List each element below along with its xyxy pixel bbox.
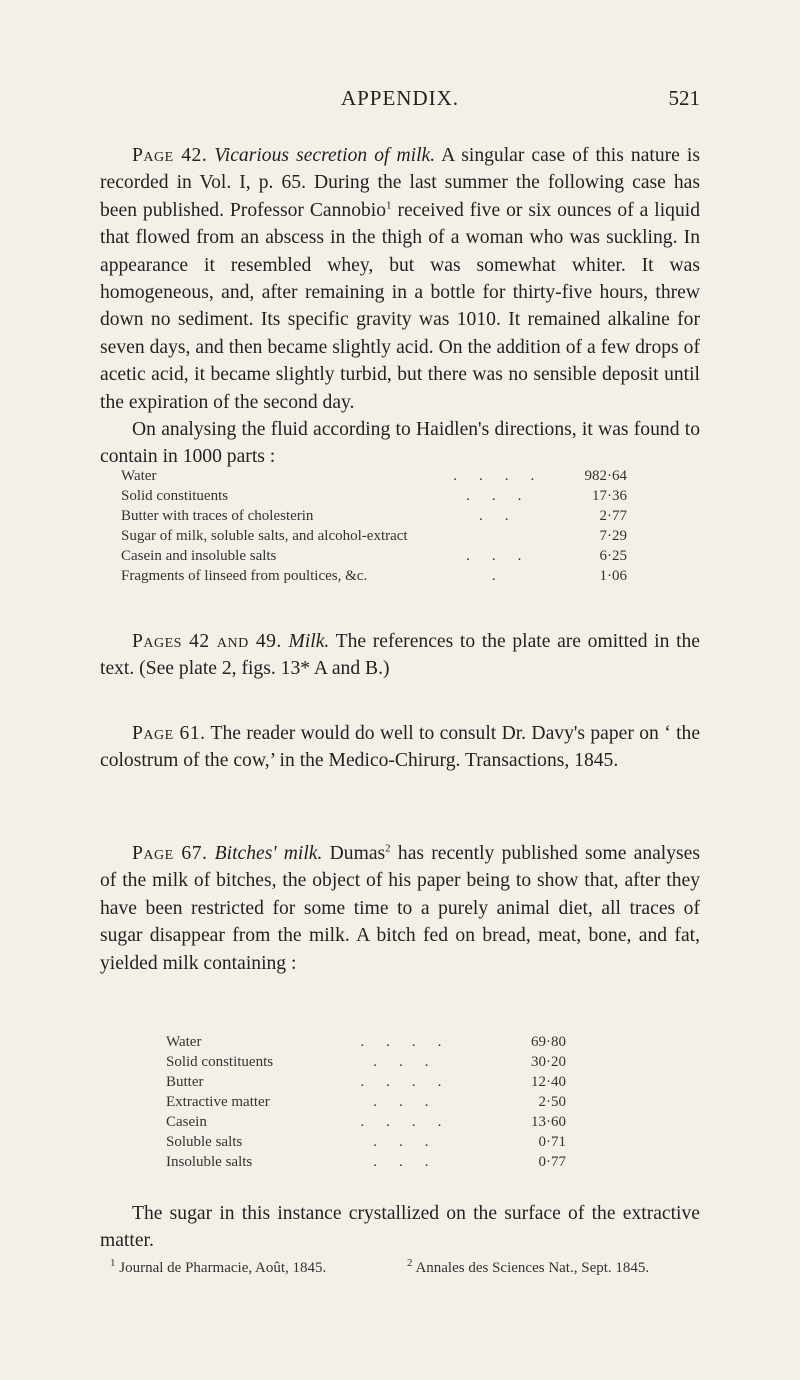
footnote-number: 2 xyxy=(407,1257,413,1269)
bitches-milk-paragraph xyxy=(100,840,700,977)
row-value: 2·77 xyxy=(599,507,627,524)
paragraph-lead: Pages 42 and 49. xyxy=(132,631,282,652)
row-label: Water xyxy=(121,467,157,484)
paragraph-title: Vicarious secretion of milk. xyxy=(214,145,436,166)
row-label: Butter xyxy=(166,1073,204,1090)
row-label: Soluble salts xyxy=(166,1133,243,1150)
row-label: Solid constituents xyxy=(121,487,229,504)
table-row xyxy=(166,1112,566,1132)
paragraph-lead: Page 67. xyxy=(132,843,208,864)
leader-dots: .... xyxy=(360,1073,464,1090)
leader-dots: ... xyxy=(373,1053,451,1070)
leader-dots: .... xyxy=(453,467,557,484)
table-row xyxy=(121,486,627,506)
paragraph-lead: Page 61. xyxy=(132,723,206,744)
footnote-text: Journal de Pharmacie, Août, 1845. xyxy=(119,1260,327,1276)
row-label: Sugar of milk, soluble salts, and alcohol-extract xyxy=(121,527,408,544)
leader-dots: .. xyxy=(479,507,531,524)
paragraph-text: A singular case of this nature is recorded in Vol. I, p. 65. During the last summer the following case has been published. Professor Cannobio xyxy=(100,145,700,221)
leader-dots: ... xyxy=(373,1133,451,1150)
analysis-table-2 xyxy=(166,1032,566,1172)
paragraph-text-cont: has recently published some analyses of the milk of bitches, the object of his paper being to show that, after they have been restricted for some time to a purely animal diet, all traces of sugar disappear from the milk. A bitch fed on bread, meat, bone, and fat, yielded milk containing : xyxy=(100,843,700,974)
paragraph-title: Bitches' milk. xyxy=(214,843,323,864)
table-row xyxy=(166,1072,566,1092)
row-value: 13·60 xyxy=(531,1113,566,1130)
leader-dots: ... xyxy=(373,1153,451,1170)
row-value: 7·29 xyxy=(599,527,627,544)
table-row xyxy=(121,506,627,526)
table-row xyxy=(166,1032,566,1052)
row-value: 69·80 xyxy=(531,1033,566,1050)
leader-dots: ... xyxy=(466,487,544,504)
paragraph-sugar-note xyxy=(100,1200,700,1255)
analysis-table-1 xyxy=(121,466,627,586)
footnote-ref: 2 xyxy=(385,842,391,855)
paragraph-page-61 xyxy=(100,720,700,775)
table-row xyxy=(121,526,627,546)
paragraph-text-cont: received five or six ounces of a liquid that flowed from an abscess in the thigh of a woman who was suckling. In appearance it resembled whey, but was somewhat whiter. It was homogeneous, and, after remaining in a bottle for thirty-five hours, threw down no sediment. Its specific gravity was 1010. It remained alkaline for seven days, and then became slightly acid. On the addition of a few drops of acetic acid, it became slightly turbid, but there was no sensible deposit until the expiration of the second day. xyxy=(100,199,700,413)
leader-dots: ... xyxy=(466,547,544,564)
row-label: Solid constituents xyxy=(166,1053,274,1070)
footnote-number: 1 xyxy=(110,1257,116,1269)
table-row xyxy=(166,1152,566,1172)
row-value: 982·64 xyxy=(584,467,627,484)
paragraph-pages-42-49 xyxy=(100,628,700,683)
row-value: 12·40 xyxy=(531,1073,566,1090)
row-value: 1·06 xyxy=(599,567,627,584)
table-row xyxy=(121,566,627,586)
row-label: Casein and insoluble salts xyxy=(121,547,277,564)
paragraph-page-42 xyxy=(100,142,700,471)
row-value: 6·25 xyxy=(599,547,627,564)
vicarious-secretion-paragraph xyxy=(100,142,700,416)
table-row xyxy=(166,1132,566,1152)
row-label: Fragments of linseed from poultices, &c. xyxy=(121,567,368,584)
row-label: Butter with traces of cholesterin xyxy=(121,507,314,524)
footnote-1 xyxy=(110,1257,327,1277)
row-value: 2·50 xyxy=(538,1093,566,1110)
colostrum-paragraph xyxy=(100,720,700,775)
footnote-text: Annales des Sciences Nat., Sept. 1845. xyxy=(415,1260,650,1276)
paragraph-text: The reader would do well to consult Dr. Davy's paper on ‘ the colostrum of the cow,’ in the Medico-Chirurg. Transactions, 1845. xyxy=(100,723,701,772)
page-number: 521 xyxy=(668,86,700,110)
analysis-intro-paragraph: On analysing the fluid according to Haidlen's directions, it was found to contain in 1000 parts : xyxy=(100,419,700,468)
leader-dots: .... xyxy=(360,1113,464,1130)
leader-dots: .... xyxy=(360,1033,464,1050)
running-head: APPENDIX. xyxy=(340,86,460,110)
leader-dots: . xyxy=(491,567,518,584)
page-header xyxy=(0,86,800,126)
row-value: 17·36 xyxy=(592,487,627,504)
row-label: Water xyxy=(166,1033,202,1050)
row-label: Insoluble salts xyxy=(166,1153,253,1170)
table-row xyxy=(121,466,627,486)
table-row xyxy=(121,546,627,566)
milk-references-paragraph xyxy=(100,628,700,683)
sugar-crystallized-paragraph: The sugar in this instance crystallized on the surface of the extractive matter. xyxy=(100,1203,700,1252)
row-label: Extractive matter xyxy=(166,1093,270,1110)
row-value: 0·71 xyxy=(538,1133,566,1150)
row-value: 30·20 xyxy=(531,1053,566,1070)
paragraph-text: The references to the plate are omitted in the text. (See plate 2, figs. 13* A and B.) xyxy=(100,631,701,680)
paragraph-text: Dumas xyxy=(329,843,386,864)
paragraph-lead: Page 42. xyxy=(132,145,208,166)
paragraph-page-67 xyxy=(100,840,700,977)
table-row xyxy=(166,1092,566,1112)
paragraph-title: Milk. xyxy=(288,631,330,652)
row-label: Casein xyxy=(166,1113,207,1130)
footnote-ref: 1 xyxy=(386,199,392,212)
row-value: 0·77 xyxy=(538,1153,566,1170)
leader-dots xyxy=(446,526,567,546)
table-row xyxy=(166,1052,566,1072)
leader-dots: ... xyxy=(373,1093,451,1110)
footnote-2 xyxy=(407,1257,650,1277)
